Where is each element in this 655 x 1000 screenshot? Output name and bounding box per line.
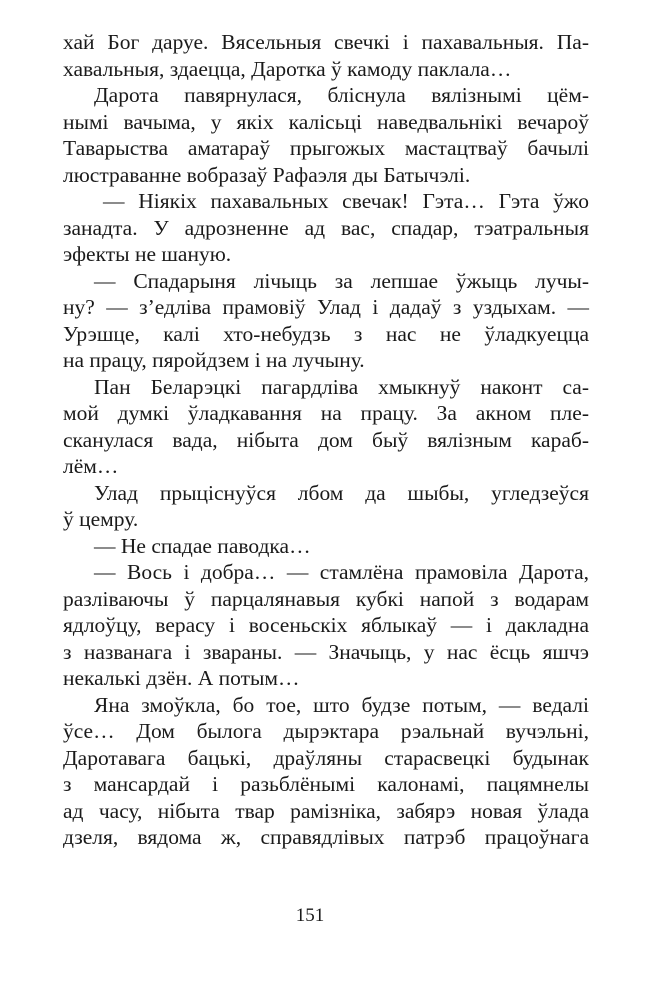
text-line: дзеля, вядома ж, справядлівых патрэб працоўнага [63,825,589,849]
text-line: разліваючы ў парцалянавыя кубкі напой з водарам [63,586,589,611]
page-number: 151 [295,905,325,926]
text-line: на працу, пяройдзем і на лучыну. [63,348,365,372]
text-line: з названага і звараны. — Значыць, у нас ёсць яшчэ [63,639,589,664]
text-line: — Не спадае паводка… [94,533,311,558]
text-line: хай Бог даруе. Вясельныя свечкі і пахавальныя. Па- [63,30,589,54]
text-line: Пан Беларэцкі пагардліва хмыкнуў наконт са- [94,374,589,399]
text-line: ўсе… Дом былога дырэктара рэальнай вучэльні, [63,719,589,743]
text-line: ў цемру. [63,507,139,531]
text-line: Дарота павярнулася, блiснула вялізнымі цём- [94,83,589,107]
text-line: ядлоўцу, верасу і восеньскіх яблыкаў — і дакладна [63,613,589,637]
text-line: — Ніякіх пахавальных свечак! Гэта… Гэта ўжо [103,189,589,213]
text-line: занадта. У адрозненне ад вас, спадар, тэатральныя [63,215,589,240]
text-line: эфекты не шаную. [63,242,232,266]
text-line: — Спадарыня лічыць за лепшае ўжыць лучы- [94,268,589,293]
text-line: Урэшце, калі хто-небудзь з нас не ўладкуецца [63,321,589,346]
text-line: Таварыства аматараў прыгожых мастацтваў бачылі [63,136,589,160]
text-line: ад часу, нібыта твар рамізніка, забярэ новая ўлада [63,798,589,823]
text-line: хавальныя, здаецца, Даротка ў камоду паклала… [63,56,512,81]
text-line: Улад прыціснуўся лбом да шыбы, угледзеўся [94,480,589,505]
text-line: лём… [63,454,119,478]
text-line: ну? — з’едліва прамовіў Улад і дадаў з уздыхам. — [63,295,589,319]
text-line: з мансардай і разьблёнымі калонамі, пацямнелы [63,772,589,796]
text-line: — Вось і добра… — стамлёна прамовіла Дарота, [94,560,589,584]
text-line: мой думкі ўладкавання на працу. За акном пле- [63,401,589,425]
text-line: Даротавага бацькі, драўляны старасвецкі будынак [63,745,589,770]
text-line: Яна змоўкла, бо тое, што будзе потым, — ведалі [94,692,589,717]
text-line: некалькі дзён. А потым… [63,666,300,690]
text-line: люстраванне вобразаў Рафаэля ды Батычэлі. [63,162,471,187]
text-line: сканулася вада, нібыта дом быў вялізным караб- [63,427,589,452]
text-line: нымі вачыма, у якіх калісьці наведвальнікі вечароў [63,109,589,134]
page-body-text [63,29,589,851]
